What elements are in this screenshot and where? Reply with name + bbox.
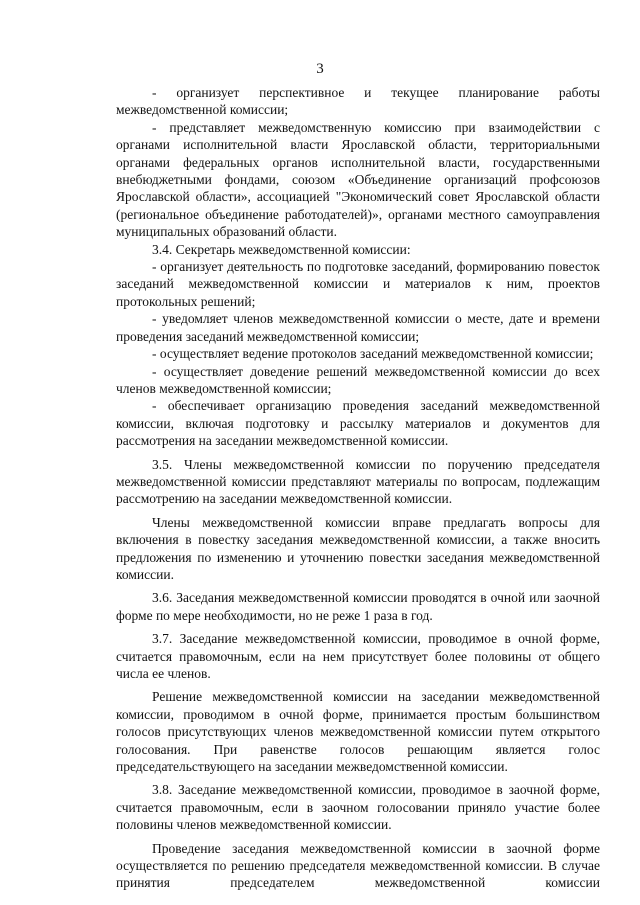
paragraph: - осуществляет ведение протоколов заседаний межведомственной комиссии;	[152, 346, 594, 362]
paragraph: 3.8. Заседание межведомственной комиссии, проводимое в заочной форме, считается правомочным, если в заочном голосовании приняло участие более половины членов межведомственной комиссии.	[116, 782, 600, 833]
document-body	[116, 84, 600, 892]
paragraph: 3.5. Члены межведомственной комиссии по поручению председателя межведомственной комиссии представляют материалы по вопросам, подлежащим рассмотрению на заседании межведомственной комиссии.	[116, 456, 600, 507]
paragraph: - представляет межведомственную комиссию при взаимодействии с органами исполнительной власти Ярославской области, территориальными органами федеральных органов исполнительной власти, государственными внебюджетными фондами, союзом «Объединение организаций профсоюзов Ярославской области», ассоциацией "Экономический совет Ярославской области (региональное объединение работодателей)», органами местного самоуправления муниципальных образований области.	[116, 119, 600, 240]
paragraph: Проведение заседания межведомственной комиссии в заочной форме осуществляется по решению председателя межведомственной комиссии. В случае принятия председателем межведомственной комиссии	[116, 840, 600, 891]
paragraph: - организует перспективное и текущее планирование работы межведомственной комиссии;	[116, 85, 600, 118]
paragraph: 3.6. Заседания межведомственной комиссии проводятся в очной или заочной форме по мере необходимости, но не реже 1 раза в год.	[116, 590, 600, 623]
paragraph: - уведомляет членов межведомственной комиссии о месте, дате и времени проведения заседаний межведомственной комиссии;	[116, 311, 600, 344]
page-number: 3	[316, 61, 324, 77]
paragraph: 3.7. Заседание межведомственной комиссии, проводимое в очной форме, считается правомочным, если на нем присутствует более половины от общего числа ее членов.	[116, 631, 600, 681]
paragraph: 3.4. Секретарь межведомственной комиссии:	[152, 241, 411, 257]
paragraph: - осуществляет доведение решений межведомственной комиссии до всех членов межведомственной комиссии;	[116, 363, 600, 396]
paragraph: Члены межведомственной комиссии вправе предлагать вопросы для включения в повестку заседания межведомственной комиссии, а также вносить предложения по изменению и уточнению повестки заседания межведомственной комиссии.	[116, 514, 600, 582]
paragraph: - обеспечивает организацию проведения заседаний межведомственной комиссии, включая подготовку и рассылку материалов и документов для рассмотрения на заседании межведомственной комиссии.	[116, 398, 600, 449]
paragraph: Решение межведомственной комиссии на заседании межведомственной комиссии, проводимом в очной форме, принимается простым большинством голосов присутствующих членов межведомственной комиссии путем открытого голосования. При равенстве голосов решающим является голос председательствующего на заседании межведомственной комиссии.	[116, 689, 600, 775]
paragraph: - организует деятельность по подготовке заседаний, формированию повесток заседаний межведомственной комиссии и материалов к ним, проектов протокольных решений;	[116, 259, 600, 309]
